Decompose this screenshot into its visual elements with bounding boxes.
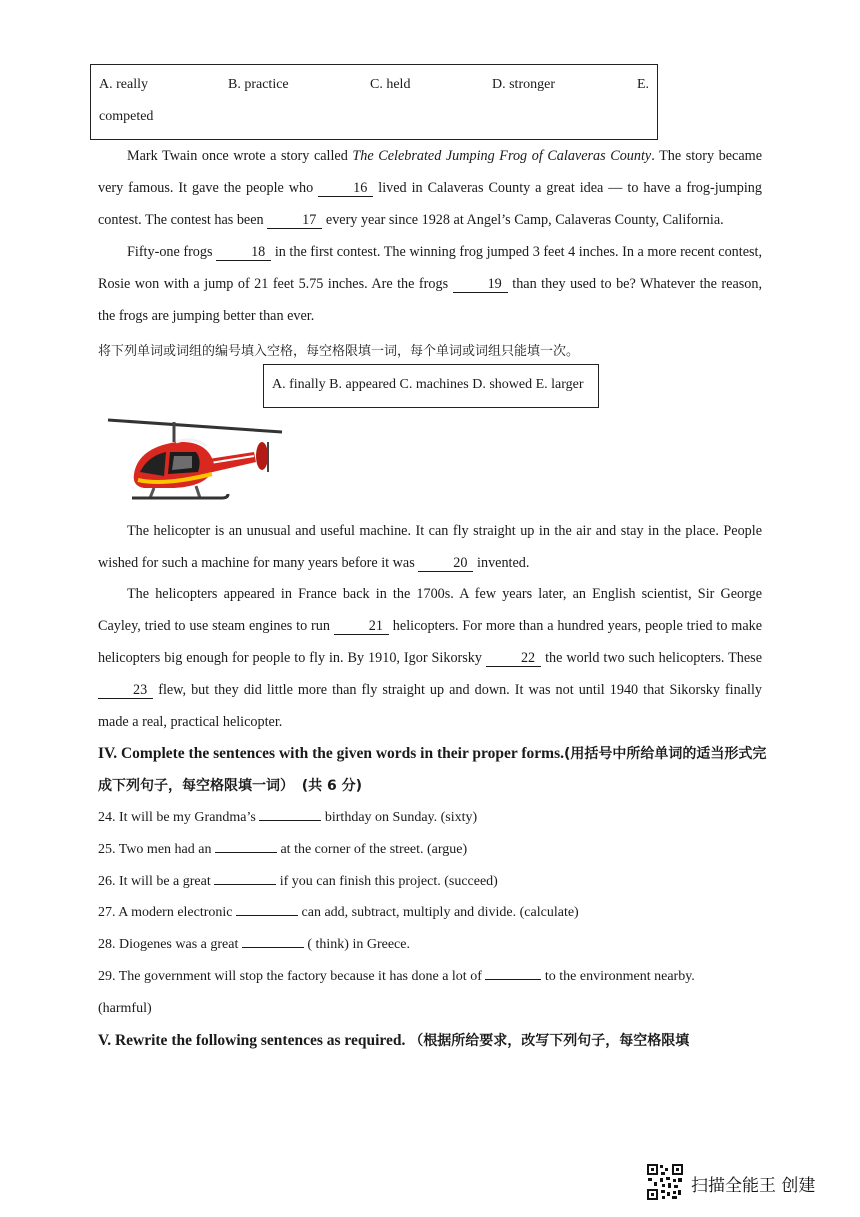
- scanner-watermark-label: 扫描全能王 创建: [691, 1176, 816, 1196]
- item-29: 29. The government will stop the factory because it has done a lot of to the environment nearby.: [98, 969, 695, 984]
- qr-code-icon: [646, 1163, 684, 1201]
- story-title: The Celebrated Jumping Frog of Calaveras County: [352, 148, 652, 164]
- answer-blank-25[interactable]: [215, 852, 277, 853]
- word-box-1: [90, 64, 658, 140]
- passage1-paragraph1: Mark Twain once wrote a story called The Celebrated Jumping Frog of Calaveras County. The story became very famous. It gave the people who 16 lived in Calaveras County a great idea — to have a frog-jumping contest. The contest has been 17 every year since 1928 at Angel’s Camp, Calaveras County, California.: [98, 148, 762, 228]
- answer-blank-24[interactable]: [259, 820, 321, 821]
- instruction-cn: 将下列单词或词组的编号填入空格，每空格限填一词，每个单词或词组只能填一次。: [98, 344, 580, 359]
- option-a: A. really: [99, 77, 148, 92]
- word-box-2: [263, 364, 599, 408]
- blank-19[interactable]: 19: [453, 276, 508, 293]
- blank-18[interactable]: 18: [216, 244, 271, 261]
- blank-21[interactable]: 21: [334, 618, 389, 635]
- item-28: 28. Diogenes was a great ( think) in Greece.: [98, 937, 410, 952]
- word-box-2-options: A. finally B. appeared C. machines D. showed E. larger: [272, 377, 584, 392]
- helicopter-icon: [104, 412, 286, 512]
- item-24: 24. It will be my Grandma’s birthday on Sunday. (sixty): [98, 810, 478, 825]
- item-29-hint: (harmful): [98, 1001, 152, 1016]
- item-26: 26. It will be a great if you can finish this project. (succeed): [98, 874, 498, 889]
- passage1-paragraph2: Fifty-one frogs 18 in the first contest. The winning frog jumped 3 feet 4 inches. In a more recent contest, Rosie won with a jump of 21 feet 5.75 inches. Are the frogs 19 than they used to be? Whatever the reason, the frogs are jumping better than ever.: [98, 244, 763, 324]
- answer-blank-29[interactable]: [485, 979, 541, 980]
- section-4-heading: IV. Complete the sentences with the given words in their proper forms.(用括号中所给单词的适当形式完成下列句子，每空格限填一词） (共 6 分): [98, 745, 767, 794]
- blank-23[interactable]: 23: [98, 682, 153, 699]
- item-27: 27. A modern electronic can add, subtract, multiply and divide. (calculate): [98, 905, 579, 920]
- answer-blank-26[interactable]: [214, 884, 276, 885]
- passage2-paragraph2: The helicopters appeared in France back in the 1700s. A few years later, an English scientist, Sir George Cayley, tried to use steam engines to run 21 helicopters. For more than a hundred years, people tried to make helicopters big enough for people to fly in. By 1910, Igor Sikorsky 22 the world two such helicopters. These 23 flew, but they did little more than fly straight up and down. It was not until 1940 that Sikorsky finally made a real, practical helicopter.: [98, 586, 763, 730]
- blank-20[interactable]: 20: [418, 555, 473, 572]
- blank-22[interactable]: 22: [486, 650, 541, 667]
- blank-16[interactable]: 16: [318, 180, 373, 197]
- option-e-word: competed: [99, 109, 154, 124]
- option-b: B. practice: [228, 77, 289, 92]
- item-25: 25. Two men had an at the corner of the street. (argue): [98, 842, 468, 857]
- answer-blank-27[interactable]: [236, 915, 298, 916]
- option-e-letter: E.: [637, 77, 650, 92]
- answer-blank-28[interactable]: [242, 947, 304, 948]
- section-5-heading: V. Rewrite the following sentences as required. （根据所给要求，改写下列句子，每空格限填: [98, 1032, 690, 1049]
- passage2-paragraph1: The helicopter is an unusual and useful machine. It can fly straight up in the air and stay in the place. People wished for such a machine for many years before it was 20 invented.: [98, 523, 762, 571]
- section-4-score: (共 6 分): [301, 778, 363, 794]
- blank-17[interactable]: 17: [267, 212, 322, 229]
- option-c: C. held: [370, 77, 411, 92]
- option-d: D. stronger: [492, 77, 555, 92]
